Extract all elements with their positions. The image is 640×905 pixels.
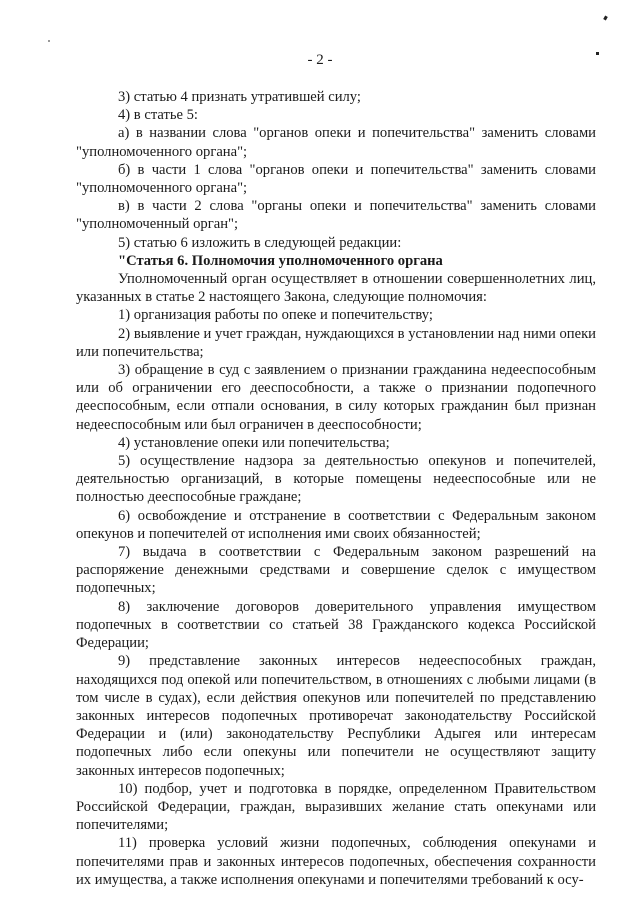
paragraph-subitem-v: в) в части 2 слова "органы опеки и попечительства" заменить словами "уполномоченный орган";: [76, 198, 596, 233]
power-item-7: 7) выдача в соответствии с Федеральным законом разрешений на распоряжение денежными средствами и совершение сделок с имуществом подопечных;: [76, 544, 596, 597]
scan-artifact: [603, 16, 608, 21]
paragraph-subitem-b: б) в части 1 слова "органов опеки и попечительства" заменить словами "уполномоченного органа";: [76, 161, 596, 197]
power-item-4: 4) установление опеки или попечительства;: [118, 434, 390, 451]
paragraph-intro: Уполномоченный орган осуществляет в отношении совершеннолетних лиц, указанных в статье 2 настоящего Закона, следующие полномочия:: [76, 271, 596, 306]
power-item-10: 10) подбор, учет и подготовка в порядке, определенном Правительством Российской Федерации, граждан, выразивших желание стать опекунами или попечителями;: [76, 780, 596, 834]
power-item-2: 2) выявление и учет граждан, нуждающихся в установлении над ними опеки или попечительства;: [76, 325, 596, 360]
scan-artifact: [48, 40, 50, 42]
power-item-9: 9) представление законных интересов недееспособных граждан, находящихся под опекой или попечительством, в отношениях с любыми лицами (в том числе в судах), если действия опекунов или попечителей по представлению законных интересов подопечных противоречат законодательству Российской Федерации и (или) законодательству Республики Адыгея или интересам подопечных либо если опекуны или попечители не осуществляют защиту законных интересов подопечных;: [76, 653, 596, 779]
power-item-1: 1) организация работы по опеке и попечительству;: [118, 307, 433, 324]
paragraph-item-4: 4) в статье 5:: [118, 107, 198, 124]
paragraph-subitem-a: а) в названии слова "органов опеки и попечительства" заменить словами "уполномоченного органа";: [76, 125, 596, 160]
power-item-5: 5) осуществление надзора за деятельностью опекунов и попечителей, деятельностью организаций, в которые помещены недееспособные или не полностью дееспособные граждане;: [76, 453, 596, 506]
document-body: [76, 88, 596, 889]
paragraph-item-5: 5) статью 6 изложить в следующей редакции:: [118, 234, 402, 251]
article-heading: "Статья 6. Полномочия уполномоченного органа: [118, 252, 443, 269]
paragraph-item-3: 3) статью 4 признать утратившей силу;: [118, 89, 361, 105]
power-item-6: 6) освобождение и отстранение в соответствии с Федеральным законом опекунов и попечителей от исполнения ими своих обязанностей;: [76, 507, 596, 542]
power-item-11: 11) проверка условий жизни подопечных, соблюдения опекунами и попечителями прав и законных интересов подопечных, обеспечения сохранности их имущества, а также исполнения опекунами и попечителями требований к осу-: [76, 835, 596, 888]
power-item-3: 3) обращение в суд с заявлением о признании гражданина недееспособным или об ограничении его дееспособности, а также о признании подопечного дееспособным, если отпали основания, в силу которых гражданин был признан недееспособным или был ограничен в дееспособности;: [76, 362, 596, 433]
power-item-8: 8) заключение договоров доверительного управления имуществом подопечных в соответствии со статьей 38 Гражданского кодекса Российской Федерации;: [76, 598, 596, 652]
page-number: - 2 -: [307, 52, 333, 68]
